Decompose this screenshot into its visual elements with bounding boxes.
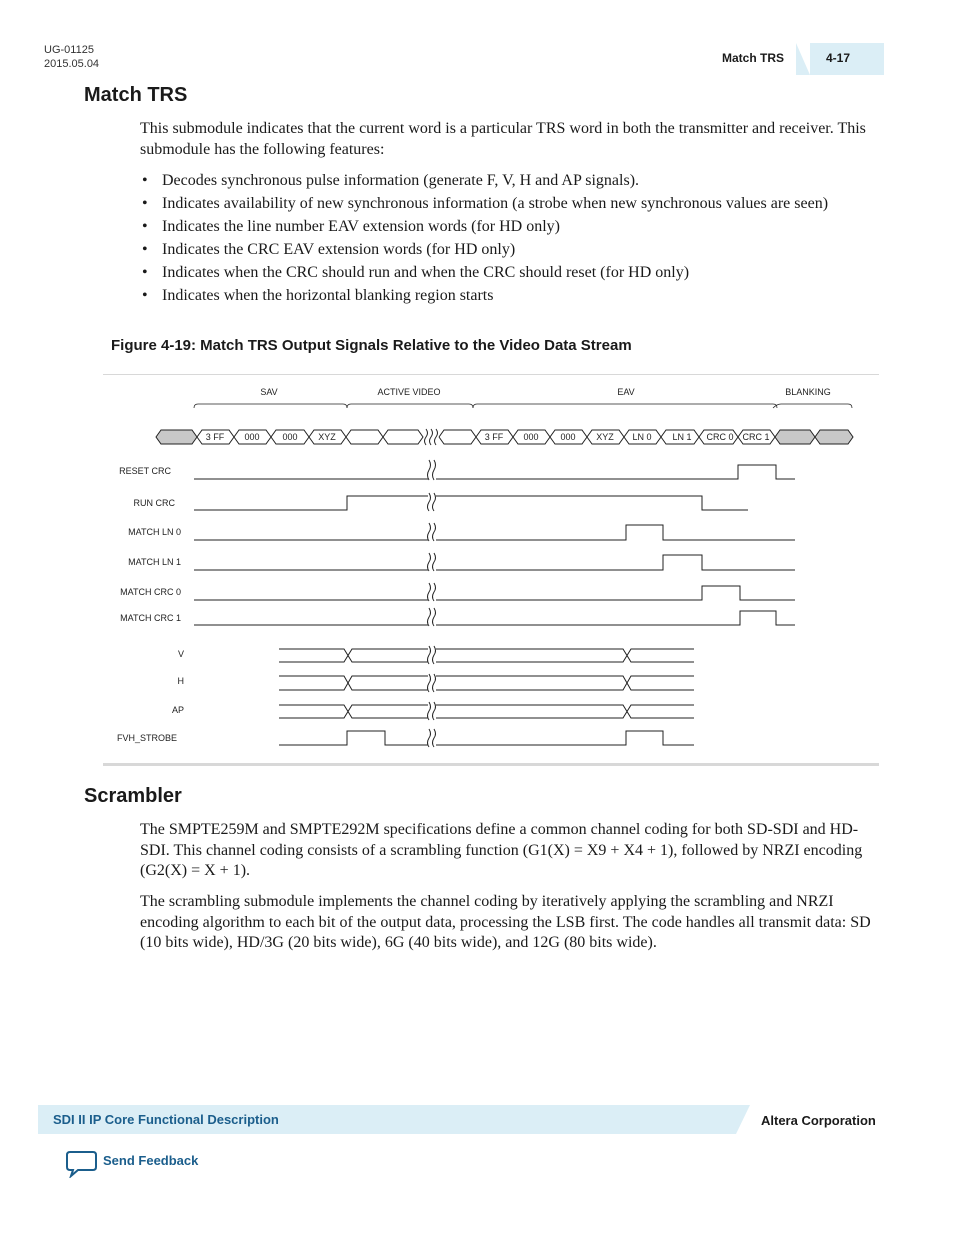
bus-word: 3 FF [484, 432, 504, 442]
bus-word: 3 FF [205, 432, 225, 442]
signal-label-match-ln0: MATCH LN 0 [128, 527, 181, 537]
signal-label-v: V [177, 649, 184, 659]
list-item: • Indicates when the horizontal blanking region starts [140, 286, 875, 307]
bus-word: LN 0 [632, 432, 652, 442]
region-label-blanking: BLANKING [785, 387, 831, 397]
figure-bottom-rule [103, 763, 879, 766]
feedback-icon[interactable] [66, 1150, 98, 1178]
bus-word: 000 [282, 432, 298, 442]
signal-label-run-crc: RUN CRC [133, 498, 175, 508]
signal-label-h: H [177, 676, 184, 686]
bus-word: 000 [560, 432, 576, 442]
section-heading-match-trs: Match TRS [84, 84, 188, 106]
footer-company: Altera Corporation [761, 1113, 876, 1128]
signal-label-reset-crc: RESET CRC [119, 466, 171, 476]
signal-label-ap: AP [171, 705, 184, 715]
list-item: • Indicates the CRC EAV extension words (for HD only) [140, 240, 875, 261]
signal-label-match-crc0: MATCH CRC 0 [120, 587, 181, 597]
region-braces [194, 404, 852, 408]
waveforms [194, 465, 795, 745]
bus-word: 000 [244, 432, 260, 442]
bus-word: CRC 0 [706, 432, 734, 442]
list-item: • Indicates when the CRC should run and when the CRC should reset (for HD only) [140, 263, 875, 284]
section-heading-scrambler: Scrambler [84, 785, 182, 807]
bus-word: LN 1 [672, 432, 692, 442]
footer-chapter-title: SDI II IP Core Functional Description [53, 1112, 279, 1127]
header-section-title: Match TRS [722, 51, 785, 65]
bus-word: CRC 1 [742, 432, 770, 442]
signal-label-match-ln1: MATCH LN 1 [128, 557, 181, 567]
bus-word: 000 [523, 432, 539, 442]
scrambler-paragraph-1: The SMPTE259M and SMPTE292M specifications define a common channel coding for both SD-SDI and HD-SDI. This channel coding consists of a scrambling function (G1(X) = X9 + X4 + 1), followed by NRZI encoding (G2(X) = X + 1). [140, 821, 863, 879]
bus-word: XYZ [318, 432, 336, 442]
list-item: • Decodes synchronous pulse information (generate F, V, H and AP signals). [140, 171, 875, 192]
figure-caption: Figure 4-19: Match TRS Output Signals Relative to the Video Data Stream [111, 337, 632, 354]
signal-label-match-crc1: MATCH CRC 1 [120, 613, 181, 623]
list-item: • Indicates availability of new synchronous information (a strobe when new synchronous values are seen) [140, 194, 875, 215]
match-trs-intro: This submodule indicates that the current word is a particular TRS word in both the transmitter and receiver. This submodule has the following features: [140, 120, 866, 158]
signal-label-fvh-strobe: FVH_STROBE [116, 733, 177, 743]
list-item: • Indicates the line number EAV extension words (for HD only) [140, 217, 875, 238]
page-number: 4-17 [826, 51, 851, 65]
region-label-active-video: ACTIVE VIDEO [377, 387, 441, 397]
doc-date: 2015.05.04 [44, 58, 100, 70]
bus-word: XYZ [596, 432, 614, 442]
time-break-marks [428, 460, 436, 747]
doc-number: UG-01125 [44, 44, 94, 56]
scrambler-paragraph-2: The scrambling submodule implements the channel coding by iteratively applying the scrambling and NRZI encoding algorithm to each bit of the output data, processing the LSB first. The code handles all transmit data: SD (10 bits wide), HD/3G (20 bits wide), 6G (40 bits wide), and 12G (80 bits wide). [140, 893, 871, 951]
region-label-sav: SAV [260, 387, 278, 397]
send-feedback-link[interactable]: Send Feedback [103, 1153, 199, 1168]
region-label-eav: EAV [617, 387, 635, 397]
